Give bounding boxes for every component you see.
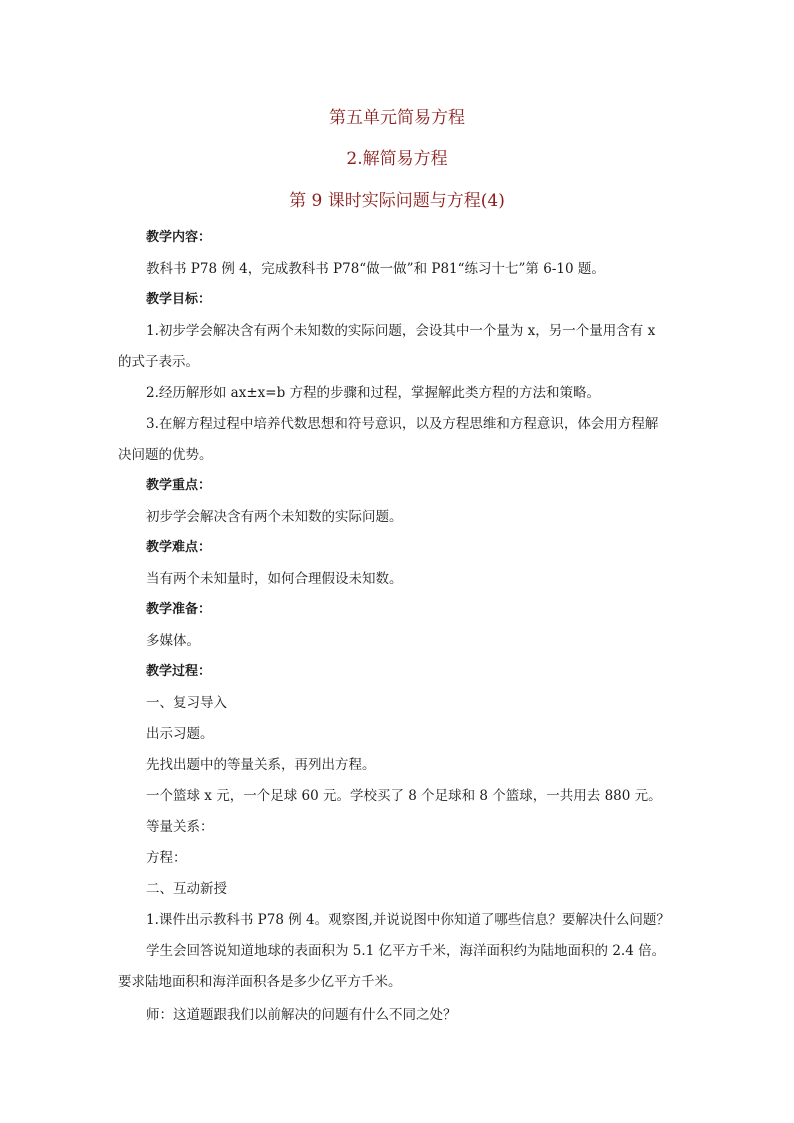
teacher-question: 师：这道题跟我们以前解决的问题有什么不同之处？	[146, 1007, 457, 1023]
key-heading: 教学重点：	[146, 478, 212, 493]
exercise-problem: 一个篮球 x 元，一个足球 60 元。学校买了 8 个足球和 8 个篮球，一共用去 880 元。	[146, 788, 662, 804]
student-answer-line-1: 学生会回答说知道地球的表面积为 5.1 亿平方千米，海洋面积约为陆地面积的 2.4 倍。	[146, 943, 666, 959]
prep-heading: 教学准备：	[146, 602, 212, 617]
goal-2: 2.经历解形如 ax±x=b 方程的步骤和过程，掌握解此类方程的方法和策略。	[146, 385, 601, 401]
find-relation: 先找出题中的等量关系，再列出方程。	[146, 757, 376, 773]
section-title: 2.解简易方程	[346, 149, 448, 169]
content-text: 教科书 P78 例 4，完成教科书 P78“做一做”和 P81“练习十七”第 6-10 题。	[146, 261, 605, 277]
show-exercise: 出示习题。	[146, 726, 214, 742]
goal-1-line-1: 1.初步学会解决含有两个未知数的实际问题，会设其中一个量为 x，另一个量用含有 x	[146, 323, 656, 339]
goals-heading: 教学目标：	[146, 292, 212, 307]
step-1-heading: 一、复习导入	[146, 695, 227, 711]
goal-3-line-2: 决问题的优势。	[118, 447, 213, 463]
student-answer-line-2: 要求陆地面积和海洋面积各是多少亿平方千米。	[118, 974, 402, 990]
key-text: 初步学会解决含有两个未知数的实际问题。	[146, 509, 403, 525]
process-heading: 教学过程：	[146, 664, 212, 679]
item-1: 1.课件出示教科书 P78 例 4。观察图,并说说图中你知道了哪些信息？要解决什么问题？	[146, 912, 670, 928]
prep-text: 多媒体。	[146, 633, 200, 649]
step-2-heading: 二、互动新授	[146, 881, 227, 897]
content-heading: 教学内容：	[146, 230, 212, 245]
goal-3-line-1: 3.在解方程过程中培养代数思想和符号意识，以及方程思维和方程意识，体会用方程解	[146, 416, 659, 432]
difficulty-heading: 教学难点：	[146, 540, 212, 555]
goal-1-line-2: 的式子表示。	[118, 354, 199, 370]
unit-title: 第五单元简易方程	[329, 108, 465, 128]
lesson-title: 第 9 课时实际问题与方程(4)	[289, 191, 505, 211]
difficulty-text: 当有两个未知量时，如何合理假设未知数。	[146, 571, 403, 587]
equation-label: 方程：	[146, 850, 187, 866]
equal-relation-label: 等量关系：	[146, 819, 214, 835]
